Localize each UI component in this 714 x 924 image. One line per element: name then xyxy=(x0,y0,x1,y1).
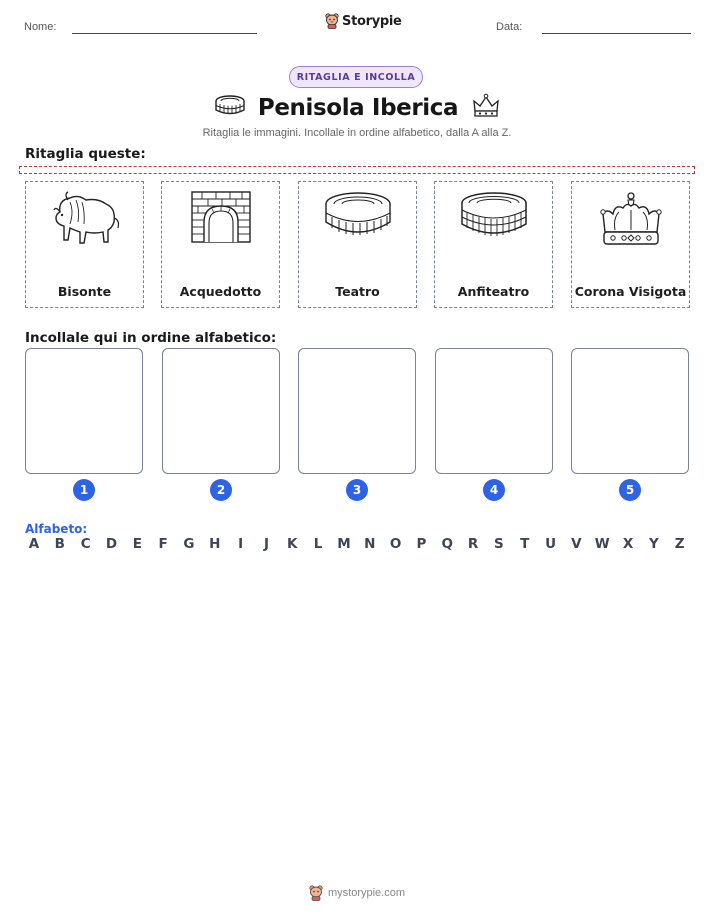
cut-section-heading: Ritaglia queste: xyxy=(25,146,146,162)
alphabet-letter: U xyxy=(545,536,557,552)
cut-card-crown[interactable] xyxy=(571,181,690,308)
alphabet-letter: C xyxy=(80,536,91,552)
alphabet-letter: T xyxy=(520,536,530,552)
alphabet-letter: Y xyxy=(648,536,659,552)
slot-number-1: 1 xyxy=(73,479,95,501)
alphabet-letter: O xyxy=(389,536,402,552)
footer-site[interactable]: mystorypie.com xyxy=(327,887,406,899)
alphabet-row xyxy=(25,536,689,552)
crown-title-icon xyxy=(472,93,500,119)
alphabet-letter: M xyxy=(337,536,351,552)
page-title xyxy=(0,92,714,124)
alphabet-letter: F xyxy=(158,536,168,552)
alphabet-letter: D xyxy=(105,536,118,552)
cut-card-bison[interactable] xyxy=(25,181,144,308)
coliseum-icon xyxy=(214,94,246,118)
alphabet-letter: A xyxy=(28,536,40,552)
alphabet-letter: I xyxy=(238,536,244,552)
alphabet-letter: V xyxy=(571,536,582,552)
alphabet-heading: Alfabeto: xyxy=(25,522,88,536)
activity-badge: RITAGLIA E INCOLLA xyxy=(289,66,423,88)
alphabet-letter: H xyxy=(209,536,221,552)
alphabet-letter: G xyxy=(183,536,195,552)
alphabet-letter: L xyxy=(313,536,323,552)
page-title-text: Penisola Iberica xyxy=(257,95,459,121)
date-line[interactable] xyxy=(542,33,691,34)
name-line[interactable] xyxy=(72,33,257,34)
slot-number-4: 4 xyxy=(483,479,505,501)
amphitheater-icon xyxy=(459,190,529,242)
bison-icon xyxy=(48,190,122,250)
paste-section-heading: Incollale qui in ordine alfabetico: xyxy=(25,330,277,346)
paste-box-2[interactable] xyxy=(162,348,280,474)
instructions: Ritaglia le immagini. Incollale in ordine alfabetico, dalla A alla Z. xyxy=(202,127,512,139)
brand-logo xyxy=(325,13,402,29)
crown-icon xyxy=(599,190,663,248)
brand-name: Storypie xyxy=(342,13,402,29)
date-label: Data: xyxy=(496,21,523,33)
storypie-mascot-icon xyxy=(325,13,339,29)
alphabet-letter: K xyxy=(287,536,298,552)
alphabet-letter: W xyxy=(594,536,610,552)
paste-box-4[interactable] xyxy=(435,348,553,474)
theater-icon xyxy=(323,190,393,242)
paste-box-3[interactable] xyxy=(298,348,416,474)
cut-card-aqueduct[interactable] xyxy=(161,181,280,308)
alphabet-letter: Z xyxy=(674,536,685,552)
alphabet-letter: P xyxy=(416,536,427,552)
paste-box-5[interactable] xyxy=(571,348,689,474)
alphabet-letter: E xyxy=(132,536,142,552)
card-label: Acquedotto xyxy=(179,284,262,299)
slot-number-2: 2 xyxy=(210,479,232,501)
paste-box-1[interactable] xyxy=(25,348,143,474)
alphabet-letter: B xyxy=(54,536,65,552)
footer xyxy=(0,885,714,901)
alphabet-letter: R xyxy=(467,536,479,552)
card-label: Teatro xyxy=(335,284,380,299)
alphabet-letter: N xyxy=(364,536,376,552)
alphabet-letter: Q xyxy=(441,536,453,552)
alphabet-letter: S xyxy=(494,536,504,552)
card-label: Bisonte xyxy=(57,284,112,299)
slot-number-5: 5 xyxy=(619,479,641,501)
card-label: Anfiteatro xyxy=(457,284,530,299)
slot-number-3: 3 xyxy=(346,479,368,501)
cut-line xyxy=(19,166,695,174)
card-label: Corona Visigota xyxy=(574,284,687,299)
name-label: Nome: xyxy=(24,21,57,33)
storypie-mascot-icon xyxy=(309,885,323,901)
aqueduct-icon xyxy=(190,190,252,246)
cut-card-amphitheater[interactable] xyxy=(434,181,553,308)
alphabet-letter: J xyxy=(263,536,269,552)
alphabet-letter: X xyxy=(622,536,634,552)
cut-card-theater[interactable] xyxy=(298,181,417,308)
